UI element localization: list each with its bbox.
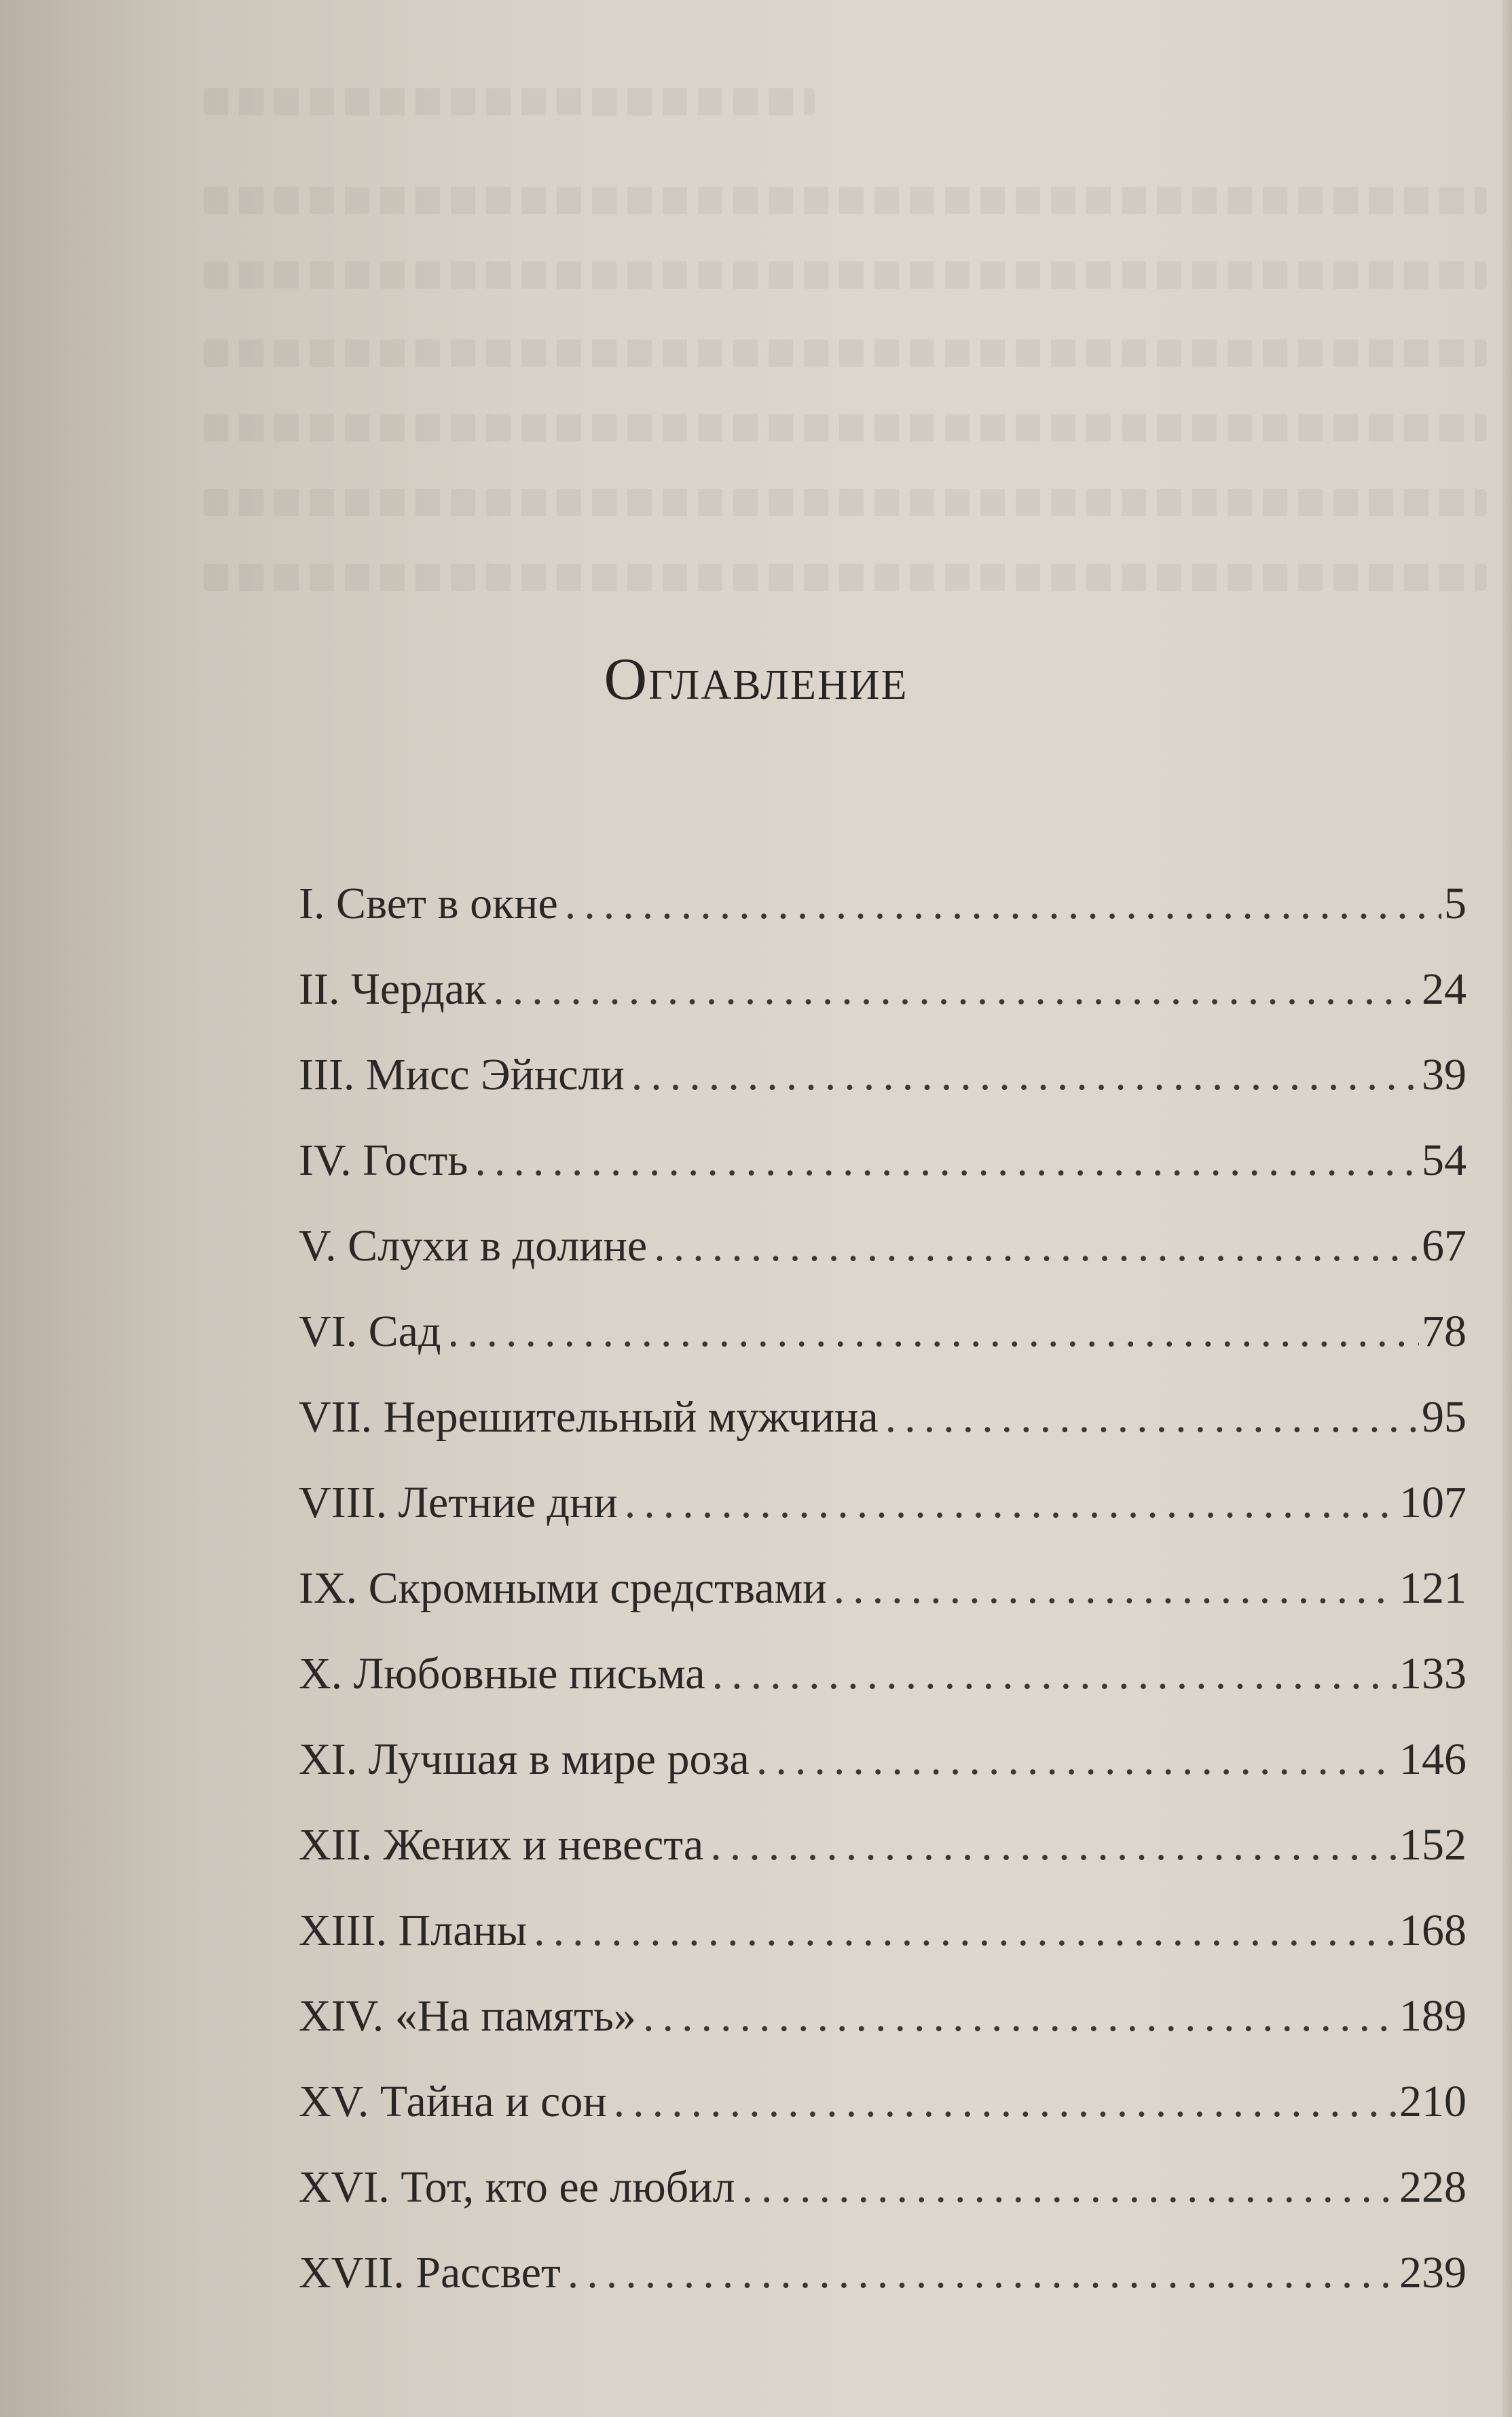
toc-entry — [299, 1802, 1467, 1888]
toc-entry — [299, 861, 1467, 947]
dot-leader — [614, 2059, 1397, 2145]
page-title: Оглавление — [604, 647, 908, 712]
toc-entry-title: VIII. Летние дни — [299, 1478, 618, 1527]
show-through-text — [204, 261, 1487, 289]
dot-leader — [568, 2230, 1397, 2316]
toc-entry — [299, 1460, 1467, 1546]
toc-entry-page-number: 133 — [1399, 1649, 1467, 1698]
toc-entry-page-number: 39 — [1422, 1050, 1467, 1100]
toc-entry — [299, 947, 1467, 1032]
toc-entry-title: II. Чердак — [299, 964, 487, 1014]
toc-entry — [299, 1289, 1467, 1375]
dot-leader — [448, 1289, 1419, 1375]
toc-entry-title: XV. Тайна и сон — [299, 2077, 607, 2126]
table-of-contents — [299, 861, 1467, 2316]
dot-leader — [885, 1375, 1419, 1460]
toc-entry — [299, 2230, 1467, 2316]
toc-entry-title: V. Слухи в долине — [299, 1221, 648, 1271]
show-through-text — [204, 489, 1487, 516]
show-through-text — [204, 187, 1487, 214]
toc-entry-title: VII. Нерешительный мужчина — [299, 1392, 879, 1442]
show-through-text — [204, 340, 1487, 367]
toc-entry — [299, 1546, 1467, 1631]
toc-entry-page-number: 95 — [1422, 1392, 1467, 1442]
page-edge — [1502, 0, 1512, 2417]
dot-leader — [834, 1546, 1397, 1631]
show-through-text — [204, 564, 1487, 591]
toc-entry — [299, 1888, 1467, 1974]
toc-entry-page-number: 228 — [1399, 2162, 1467, 2212]
toc-entry — [299, 2059, 1467, 2145]
toc-entry — [299, 1974, 1467, 2059]
toc-entry-title: I. Свет в окне — [299, 879, 558, 928]
toc-entry-title: IX. Скромными средствами — [299, 1563, 827, 1613]
toc-entry-page-number: 168 — [1399, 1906, 1467, 1955]
dot-leader — [654, 1203, 1419, 1289]
dot-leader — [631, 1032, 1419, 1118]
toc-entry-page-number: 152 — [1399, 1820, 1467, 1870]
toc-entry-page-number: 239 — [1399, 2248, 1467, 2297]
dot-leader — [493, 947, 1419, 1032]
toc-entry-page-number: 121 — [1399, 1563, 1467, 1613]
toc-entry-title: VI. Сад — [299, 1307, 441, 1356]
toc-entry — [299, 1717, 1467, 1802]
toc-entry-page-number: 54 — [1422, 1135, 1467, 1185]
toc-entry-title: XIII. Планы — [299, 1906, 528, 1955]
dot-leader — [643, 1974, 1397, 2059]
dot-leader — [742, 2145, 1397, 2230]
toc-entry-title: XVII. Рассвет — [299, 2248, 561, 2297]
toc-entry-page-number: 189 — [1399, 1991, 1467, 2041]
toc-entry-title: IV. Гость — [299, 1135, 468, 1185]
toc-entry-title: XIV. «На память» — [299, 1991, 636, 2041]
toc-entry — [299, 1118, 1467, 1203]
toc-entry — [299, 2145, 1467, 2230]
toc-entry — [299, 1631, 1467, 1717]
show-through-text — [204, 88, 815, 115]
toc-entry-title: III. Мисс Эйнсли — [299, 1050, 625, 1100]
toc-entry-page-number: 67 — [1422, 1221, 1467, 1271]
toc-entry-page-number: 24 — [1422, 964, 1467, 1014]
dot-leader — [565, 861, 1441, 947]
toc-entry-page-number: 146 — [1399, 1734, 1467, 1784]
toc-entry — [299, 1375, 1467, 1460]
toc-entry-page-number: 107 — [1399, 1478, 1467, 1527]
toc-entry-title: XII. Жених и невеста — [299, 1820, 704, 1870]
toc-entry-title: X. Любовные письма — [299, 1649, 705, 1698]
dot-leader — [710, 1802, 1397, 1888]
toc-entry-title: XI. Лучшая в мире роза — [299, 1734, 750, 1784]
show-through-text — [204, 414, 1487, 441]
dot-leader — [712, 1631, 1397, 1717]
toc-entry-page-number: 78 — [1422, 1307, 1467, 1356]
dot-leader — [756, 1717, 1397, 1802]
dot-leader — [475, 1118, 1419, 1203]
toc-entry — [299, 1032, 1467, 1118]
dot-leader — [625, 1460, 1397, 1546]
toc-entry-page-number: 210 — [1399, 2077, 1467, 2126]
dot-leader — [534, 1888, 1397, 1974]
toc-entry — [299, 1203, 1467, 1289]
toc-entry-title: XVI. Тот, кто ее любил — [299, 2162, 735, 2212]
toc-entry-page-number: 5 — [1444, 879, 1467, 928]
